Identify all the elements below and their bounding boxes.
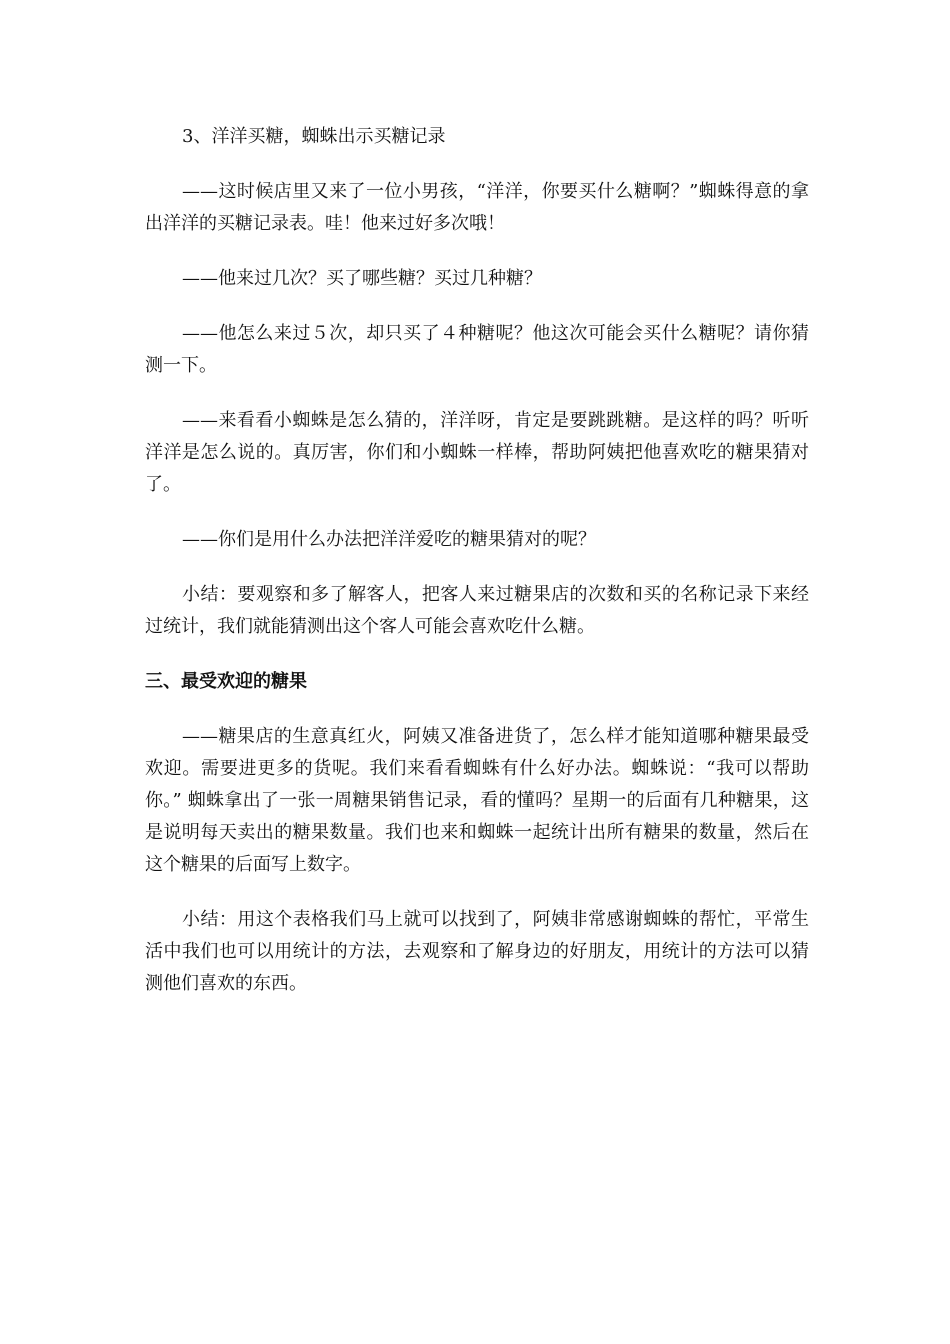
- summary-2: 小结：用这个表格我们马上就可以找到了，阿姨非常感谢蜘蛛的帮忙，平常生活中我们也可以用统计的方法，去观察和了解身边的好朋友，用统计的方法可以猜测他们喜欢的东西。: [145, 909, 809, 994]
- paragraph-method: ——你们是用什么办法把洋洋爱吃的糖果猜对的呢？: [182, 529, 596, 550]
- section-3-heading: 三、最受欢迎的糖果: [145, 671, 307, 692]
- document-body: [145, 121, 809, 1023]
- paragraph-boy-arrives: ——这时候店里又来了一位小男孩，“洋洋，你要买什么糖啊？”蜘蛛得意的拿出洋洋的买糖记录表。哇！他来过好多次哦！: [145, 181, 809, 234]
- paragraph-popular-candy: ——糖果店的生意真红火，阿姨又准备进货了，怎么样才能知道哪种糖果最受欢迎。需要进更多的货呢。我们来看看蜘蛛有什么好办法。蜘蛛说：“我可以帮助你。” 蜘蛛拿出了一张一周糖果销售记录，看的懂吗？星期一的后面有几种糖果，这是说明每天卖出的糖果数量。我们也来和蜘蛛一起统计出所有糖果的数量，然后在这个糖果的后面写上数字。: [145, 726, 809, 875]
- paragraph-spider-guess: ——来看看小蜘蛛是怎么猜的，洋洋呀，肯定是要跳跳糖。是这样的吗？听听洋洋是怎么说的。真厉害，你们和小蜘蛛一样棒，帮助阿姨把他喜欢吃的糖果猜对了。: [145, 410, 809, 495]
- step-3-title: 3、洋洋买糖，蜘蛛出示买糖记录: [182, 126, 446, 147]
- paragraph-guess: ——他怎么来过５次，却只买了４种糖呢？他这次可能会买什么糖呢？请你猜测一下。: [145, 323, 809, 376]
- paragraph-questions: ——他来过几次？买了哪些糖？买过几种糖？: [182, 268, 542, 289]
- summary-1: 小结：要观察和多了解客人，把客人来过糖果店的次数和买的名称记录下来经过统计，我们就能猜测出这个客人可能会喜欢吃什么糖。: [145, 584, 809, 637]
